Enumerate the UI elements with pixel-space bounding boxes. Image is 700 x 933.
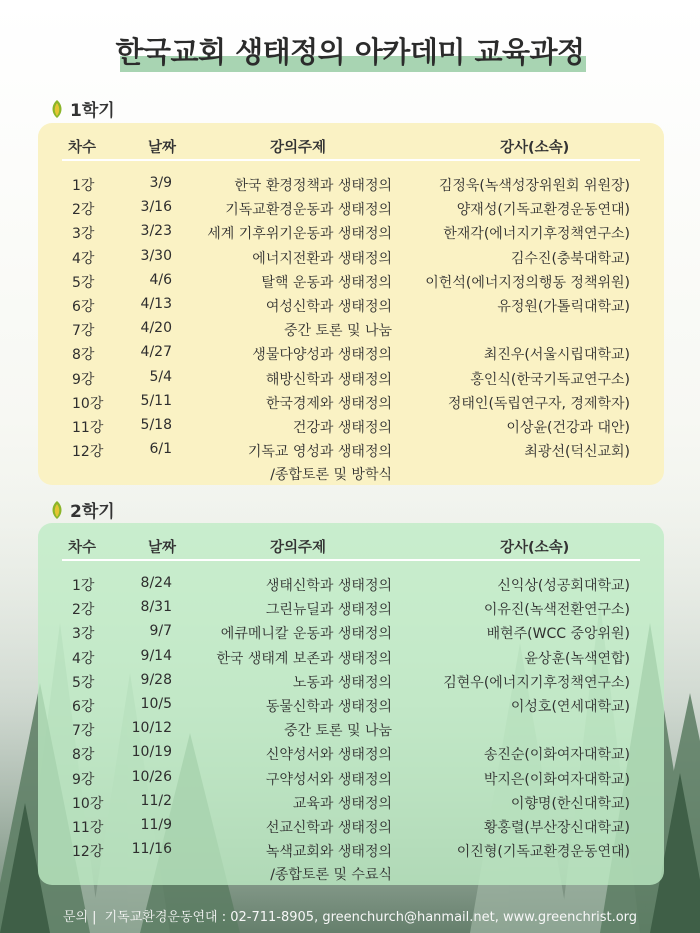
row-topic-line2: /종합토론 및 방학식	[270, 467, 392, 484]
table-row	[38, 599, 664, 623]
row-number: 2강	[72, 202, 95, 219]
row-topic	[266, 841, 392, 884]
table-row	[38, 175, 664, 199]
row-topic: 여성신학과 생태정의	[265, 299, 392, 315]
row-lecturer: 이성호(연세대학교)	[510, 699, 630, 715]
row-number: 6강	[72, 299, 95, 315]
row-topic: 중간 토론 및 나눔	[283, 723, 392, 740]
semester2-heading	[50, 497, 115, 522]
table-row	[38, 720, 664, 744]
row-topic: 한국 생태계 보존과 생태정의	[216, 650, 392, 667]
row-topic: 해방신학과 생태정의	[265, 371, 392, 388]
row-number: 12강	[72, 444, 104, 461]
table-row	[38, 320, 664, 344]
table-header	[38, 123, 664, 157]
row-lecturer: 유정원(가톨릭대학교)	[497, 299, 630, 315]
row-date: 8/24	[140, 575, 172, 591]
row-lecturer: 송진순(이화여자대학교)	[483, 747, 630, 764]
row-lecturer: 최진우(서울시립대학교)	[483, 347, 630, 364]
row-lecturer: 황홍렬(부산장신대학교)	[483, 820, 630, 836]
footer-label: 문의	[62, 910, 89, 925]
header-topic: 강의주제	[270, 540, 327, 556]
table-header	[38, 523, 664, 557]
row-date: 11/16	[131, 841, 172, 858]
header-divider	[62, 559, 640, 561]
row-topic: 한국 환경정책과 생태정의	[234, 178, 392, 194]
row-date: 10/12	[131, 720, 172, 737]
header-divider	[62, 159, 640, 161]
row-topic: 동물신학과 생태정의	[265, 699, 392, 715]
table-row	[38, 817, 664, 841]
row-lecturer: 신익상(성공회대학교)	[497, 578, 630, 594]
row-topic: 노동과 생태정의	[292, 674, 392, 691]
footer	[0, 906, 700, 925]
semester1-label: 1학기	[70, 101, 115, 121]
row-number: 1강	[72, 178, 95, 194]
row-date: 4/6	[149, 271, 172, 288]
table-row	[38, 272, 664, 296]
row-number: 11강	[72, 420, 104, 436]
table-row	[38, 744, 664, 768]
row-number: 10강	[72, 795, 104, 812]
row-lecturer: 박지은(이화여자대학교)	[483, 771, 630, 788]
table-row	[38, 672, 664, 696]
table-row	[38, 841, 664, 884]
row-lecturer: 이향명(한신대학교)	[510, 795, 630, 812]
page-title: 한국교회 생태정의 아카데미 교육과정	[115, 35, 585, 69]
header-lecturer: 강사(소속)	[500, 540, 570, 556]
row-topic: 에큐메니칼 운동과 생태정의	[220, 626, 392, 643]
row-topic: 탈핵 운동과 생태정의	[261, 274, 392, 291]
header-no: 차수	[68, 540, 97, 556]
table-row	[38, 296, 664, 320]
row-topic	[248, 441, 392, 484]
table-row	[38, 417, 664, 441]
row-topic: 생물다양성과 생태정의	[252, 347, 392, 364]
footer-contact: 기독교환경운동연대 : 02-711-8905, greenchurch@hanmail.net, www.greenchrist.org	[104, 910, 638, 925]
row-number: 10강	[72, 395, 104, 412]
row-number: 7강	[72, 723, 95, 740]
row-number: 3강	[72, 226, 95, 243]
row-date: 10/5	[140, 696, 172, 712]
row-topic: 한국경제와 생태정의	[265, 395, 392, 412]
row-number: 12강	[72, 844, 104, 861]
row-lecturer: 김정욱(녹색성장위원회 위원장)	[438, 178, 630, 194]
row-number: 8강	[72, 747, 95, 764]
row-lecturer: 김수진(충북대학교)	[510, 250, 630, 267]
footer-separator: |	[92, 910, 97, 925]
row-number: 7강	[72, 323, 95, 340]
row-number: 2강	[72, 602, 95, 619]
row-lecturer: 정태인(독립연구자, 경제학자)	[447, 395, 630, 412]
row-date: 5/18	[140, 417, 172, 433]
row-date: 10/19	[131, 744, 172, 761]
row-number: 6강	[72, 699, 95, 715]
row-topic: 생태신학과 생태정의	[265, 578, 392, 594]
row-number: 8강	[72, 347, 95, 364]
header-no: 차수	[68, 140, 97, 156]
semester2-table	[38, 523, 664, 885]
row-date: 9/14	[140, 647, 172, 664]
row-topic-line1: 기독교 영성과 생태정의	[247, 444, 392, 461]
table-row	[38, 441, 664, 484]
row-number: 4강	[72, 250, 95, 267]
row-date: 9/28	[140, 671, 172, 688]
row-date: 3/16	[140, 199, 172, 216]
table-row	[38, 648, 664, 672]
row-date: 11/2	[140, 792, 172, 809]
row-lecturer: 최광선(덕신교회)	[524, 444, 630, 461]
row-topic: 기독교환경운동과 생태정의	[225, 202, 392, 219]
table-row	[38, 575, 664, 599]
row-number: 9강	[72, 371, 95, 388]
header-lecturer: 강사(소속)	[500, 140, 570, 156]
row-topic: 신약성서와 생태정의	[265, 747, 392, 764]
table-row	[38, 248, 664, 272]
table-row	[38, 769, 664, 793]
row-topic: 그린뉴딜과 생태정의	[265, 602, 392, 619]
table-row	[38, 369, 664, 393]
row-date: 4/13	[140, 296, 172, 312]
row-date: 5/4	[149, 368, 172, 385]
row-topic: 에너지전환과 생태정의	[252, 250, 392, 267]
header-topic: 강의주제	[270, 140, 327, 156]
row-topic-line1: 녹색교회와 생태정의	[265, 844, 392, 861]
row-date: 9/7	[149, 623, 172, 640]
row-number: 1강	[72, 578, 95, 594]
table-row	[38, 199, 664, 223]
semester1-table	[38, 123, 664, 485]
row-lecturer: 이유진(녹색전환연구소)	[483, 602, 630, 619]
row-lecturer: 한재각(에너지기후정책연구소)	[443, 226, 630, 243]
row-topic-line2: /종합토론 및 수료식	[270, 867, 392, 884]
row-date: 3/23	[140, 223, 172, 240]
row-topic: 구약성서와 생태정의	[265, 771, 392, 788]
table-row	[38, 793, 664, 817]
row-date: 3/9	[149, 175, 172, 191]
row-lecturer: 양재성(기독교환경운동연대)	[456, 202, 630, 219]
semester1-heading	[50, 96, 115, 121]
row-number: 3강	[72, 626, 95, 643]
semester2-label: 2학기	[70, 502, 115, 522]
row-number: 9강	[72, 771, 95, 788]
row-lecturer: 김현우(에너지기후정책연구소)	[443, 674, 630, 691]
table-row	[38, 393, 664, 417]
row-topic: 선교신학과 생태정의	[265, 820, 392, 836]
row-date: 11/9	[140, 817, 172, 833]
row-lecturer: 이상윤(건강과 대안)	[506, 420, 630, 436]
row-lecturer: 이헌석(에너지정의행동 정책위원)	[425, 274, 630, 291]
row-topic: 중간 토론 및 나눔	[283, 323, 392, 340]
leaf-icon	[50, 99, 64, 119]
header-date: 날짜	[148, 540, 177, 556]
row-number: 5강	[72, 674, 95, 691]
row-topic: 건강과 생태정의	[292, 420, 392, 436]
row-number: 5강	[72, 274, 95, 291]
table-row	[38, 223, 664, 247]
row-date: 6/1	[149, 441, 172, 458]
row-number: 4강	[72, 650, 95, 667]
row-number: 11강	[72, 820, 104, 836]
row-date: 4/20	[140, 320, 172, 337]
row-date: 4/27	[140, 344, 172, 361]
row-lecturer: 홍인식(한국기독교연구소)	[470, 371, 630, 388]
row-date: 5/11	[140, 392, 172, 409]
table-row	[38, 623, 664, 647]
header-date: 날짜	[148, 140, 177, 156]
row-date: 10/26	[131, 768, 172, 785]
row-date: 8/31	[140, 599, 172, 616]
table-row	[38, 696, 664, 720]
leaf-icon	[50, 500, 64, 520]
row-lecturer: 배현주(WCC 중앙위원)	[486, 626, 630, 643]
row-lecturer: 이진형(기독교환경운동연대)	[456, 844, 630, 861]
row-topic: 교육과 생태정의	[292, 795, 392, 812]
row-date: 3/30	[140, 247, 172, 264]
table-row	[38, 344, 664, 368]
row-topic: 세계 기후위기운동과 생태정의	[207, 226, 392, 243]
row-lecturer: 윤상훈(녹색연합)	[524, 650, 630, 667]
